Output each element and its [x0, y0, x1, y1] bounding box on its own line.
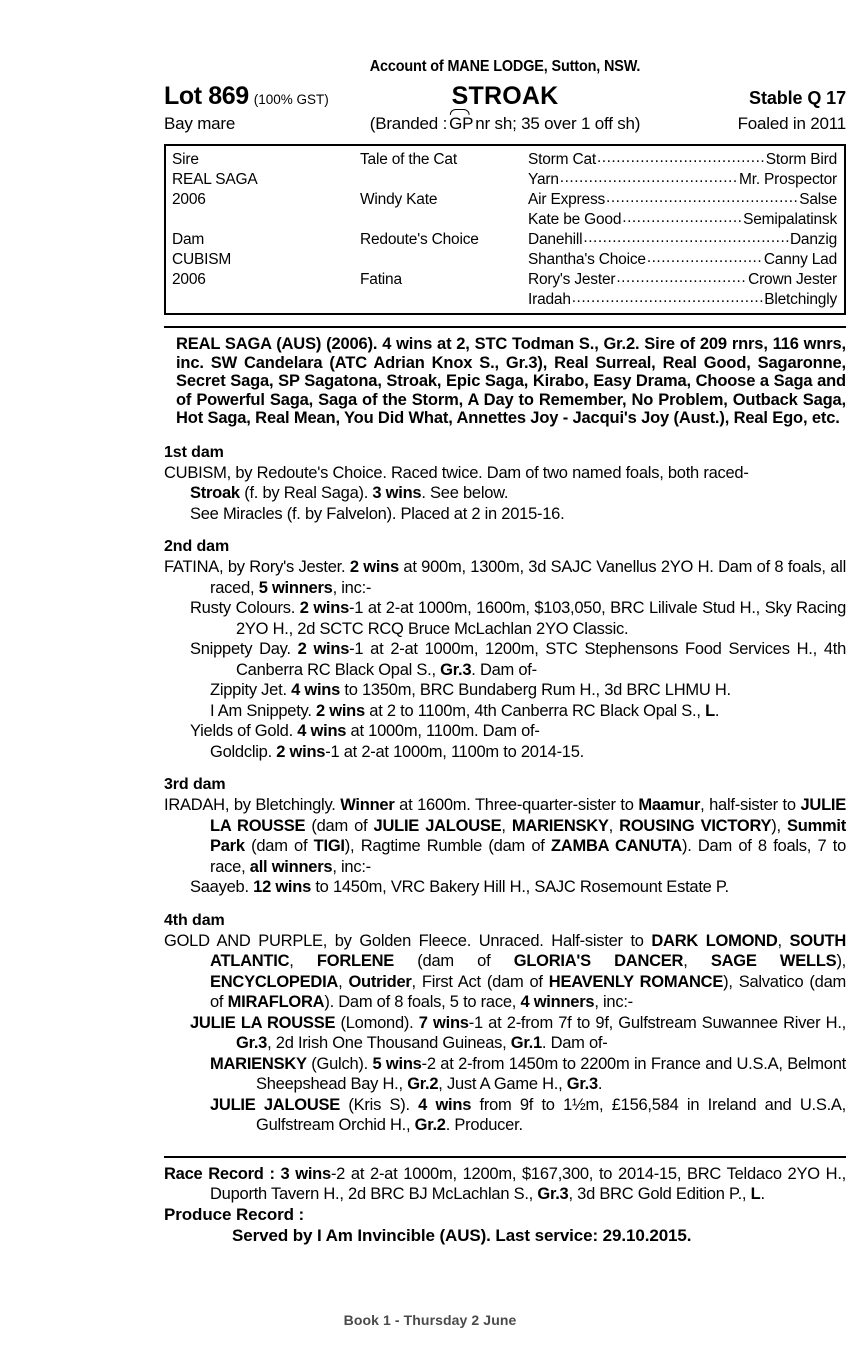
dam-heading: 2nd dam [164, 538, 230, 555]
gst-note: (100% GST) [253, 92, 329, 107]
pedigree-gen3-row [522, 290, 844, 310]
description-row [164, 114, 846, 134]
lot-left-group [164, 82, 329, 111]
pedigree-grid [166, 150, 844, 310]
stable-number: Stable Q 17 [749, 88, 846, 108]
sire-sire: Tale of the Cat [360, 151, 457, 168]
branded-description [370, 114, 641, 134]
pedigree-entry: JULIE JALOUSE (Kris S). 4 wins from 9f to 1½m, £156,584 in Ireland and U.S.A, Gulfstream Orchid H., Gr.2. Producer. [210, 1095, 847, 1134]
pedigree-gen3-row [522, 190, 844, 210]
dam-name [166, 250, 354, 270]
dot-leader [616, 270, 747, 288]
pedigree-gen3-row [522, 250, 844, 270]
pedigree-entry: Zippity Jet. 4 wins to 1350m, BRC Bundaberg Rum H., 3d BRC LHMU H. [210, 681, 731, 699]
dam-heading: 3rd dam [164, 776, 226, 793]
spacer-cell [354, 170, 522, 190]
pedigree-entry: Snippety Day. 2 wins-1 at 2-at 1000m, 1200m, STC Stephensons Food Services H., 4th Canberra RC Black Opal S., Gr.3. Dam of- [190, 640, 847, 679]
gen3-right: Crown Jester [748, 271, 837, 288]
sire-paragraph: REAL SAGA (AUS) (2006). 4 wins at 2, STC Todman S., Gr.2. Sire of 209 rnrs, 116 wnrs, inc. SW Candelara (ATC Adrian Knox S., Gr.3), Real Surreal, Real Good, Sagaronne, Secret Saga, SP Sagatona, Stroak, Epic Saga, Kirabo, Easy Drama, Choose a Saga and of Powerful Saga, Saga of the Storm, A Day to Remember, No Problem, Outback Saga, Hot Saga, Real Mean, You Did What, Annettes Joy - Jacqui's Joy (Aust.), Real Ego, etc. [176, 335, 846, 427]
gen3-left: Danehill [528, 231, 583, 248]
lot-number: Lot 869 [164, 82, 249, 110]
account-line: Account of MANE LODGE, Sutton, NSW. [369, 58, 641, 75]
spacer-cell [354, 250, 522, 270]
pedigree-entry: Stroak (f. by Real Saga). 3 wins. See below. [190, 484, 509, 502]
gen3-left: Iradah [528, 291, 571, 308]
pedigree-entry: FATINA, by Rory's Jester. 2 wins at 900m, 1300m, 3d SAJC Vanellus 2YO H. Dam of 8 foals, all raced, 5 winners, inc:- [164, 558, 846, 597]
foaled-year: Foaled in 2011 [737, 114, 846, 133]
dam-heading: 4th dam [164, 911, 225, 929]
colour-sex: Bay mare [164, 114, 236, 133]
brand-symbol-icon [449, 115, 473, 132]
pedigree-entry: Rusty Colours. 2 wins-1 at 2-at 1000m, 1600m, $103,050, BRC Lilivale Stud H., Sky Racing 2YO H., 2d SCTC RCQ Bruce McLachlan 2YO Classic. [190, 599, 846, 638]
dam-dam: Fatina [360, 271, 402, 288]
dot-leader [560, 170, 738, 188]
dot-leader [572, 290, 763, 308]
book-footer: Book 1 - Thursday 2 June [343, 1312, 517, 1328]
gen3-right: Canny Lad [763, 251, 837, 268]
dot-leader [622, 210, 742, 228]
brand-arc-icon [450, 109, 470, 115]
pedigree-gen3-row [522, 170, 844, 190]
sire-name-text: REAL SAGA [172, 171, 258, 188]
horse-name: STROAK [451, 82, 559, 110]
gen3-left: Rory's Jester [528, 271, 616, 288]
pedigree-entry: JULIE LA ROUSSE (Lomond). 7 wins-1 at 2-from 7f to 9f, Gulfstream Suwannee River H., Gr.3, 2d Irish One Thousand Guineas, Gr.1. Dam of- [190, 1013, 846, 1052]
sire-dam: Windy Kate [360, 191, 438, 208]
pedigree-gen3-row [522, 270, 844, 290]
pedigree-gen3-row [522, 230, 844, 250]
dot-leader [606, 190, 798, 208]
gen3-right: Storm Bird [765, 151, 837, 168]
gen3-left: Storm Cat [528, 151, 596, 168]
gen3-right: Mr. Prospector [739, 171, 837, 188]
pedigree-entry: Goldclip. 2 wins-1 at 2-at 1000m, 1100m to 2014-15. [210, 742, 584, 761]
dot-leader [583, 230, 789, 248]
served-by-line: Served by I Am Invincible (AUS). Last service: 29.10.2015. [232, 1225, 692, 1245]
pedigree-entry: Saayeb. 12 wins to 1450m, VRC Bakery Hill H., SAJC Rosemount Estate P. [190, 878, 729, 896]
pedigree-entry: I Am Snippety. 2 wins at 2 to 1100m, 4th Canberra RC Black Opal S., L. [210, 701, 720, 720]
pedigree-entry: GOLD AND PURPLE, by Golden Fleece. Unraced. Half-sister to DARK LOMOND, SOUTH ATLANTIC, FORLENE (dam of GLORIA'S DANCER, SAGE WELLS), ENCYCLOPEDIA, Outrider, First Act (dam of HEAVENLY ROMANCE), Salvatico (dam of MIRAFLORA). Dam of 8 foals, 5 to race, 4 winners, inc:- [164, 931, 847, 1011]
branded-prefix: (Branded : [369, 114, 448, 133]
dam-label: Dam [172, 231, 205, 248]
pedigree-entry: Yields of Gold. 4 wins at 1000m, 1100m. Dam of- [190, 722, 540, 740]
dam-sire: Redoute's Choice [360, 231, 479, 248]
dot-leader [647, 250, 763, 268]
page-content [164, 58, 846, 1246]
dot-leader [597, 150, 765, 168]
race-record: Race Record : 3 wins-2 at 2-at 1000m, 1200m, $167,300, to 2014-15, BRC Teldaco 2YO H., Duporth Tavern H., 2d BRC BJ McLachlan S., Gr.3, 3d BRC Gold Edition P., L. [164, 1164, 846, 1203]
spacer-cell [166, 290, 354, 310]
pedigree-entry: MARIENSKY (Gulch). 5 wins-2 at 2-from 1450m to 2200m in France and U.S.A, Belmont Sheepshead Bay H., Gr.2, Just A Game H., Gr.3. [210, 1054, 846, 1093]
pedigree-entry: IRADAH, by Bletchingly. Winner at 1600m. Three-quarter-sister to Maamur, half-sister to JULIE LA ROUSSE (dam of JULIE JALOUSE, MARIENSKY, ROUSING VICTORY), Summit Park (dam of TIGI), Ragtime Rumble (dam of ZAMBA CANUTA). Dam of 8 foals, 7 to race, all winners, inc:- [164, 796, 847, 876]
sire-name [166, 170, 354, 190]
dam-year: 2006 [172, 271, 206, 288]
sire-year: 2006 [172, 191, 206, 208]
pedigree-entry: CUBISM, by Redoute's Choice. Raced twice. Dam of two named foals, both raced- [164, 463, 749, 482]
pedigree-gen3-row [522, 210, 844, 230]
gen3-right: Danzig [789, 231, 837, 248]
gen3-left: Kate be Good [528, 211, 622, 228]
pedigree-gen3-row [522, 150, 844, 170]
brand-letters: GP [449, 114, 474, 133]
gen3-left: Shantha's Choice [528, 251, 646, 268]
gen3-left: Yarn [528, 171, 559, 188]
gen3-right: Salse [799, 191, 837, 208]
produce-record-label: Produce Record : [164, 1204, 305, 1224]
gen3-right: Semipalatinsk [743, 211, 837, 228]
gen3-left: Air Express [528, 191, 606, 208]
gen3-right: Bletchingly [764, 291, 837, 308]
records-block [164, 1156, 846, 1246]
lot-row [164, 82, 846, 112]
pedigree-table [164, 144, 846, 315]
dam-name-text: CUBISM [172, 251, 232, 268]
spacer-cell [166, 210, 354, 230]
pedigree-entry: See Miracles (f. by Falvelon). Placed at 2 in 2015-16. [190, 504, 565, 523]
spacer-cell [354, 290, 522, 310]
dam-heading: 1st dam [164, 443, 224, 461]
sire-label: Sire [172, 151, 199, 168]
branded-suffix: nr sh; 35 over 1 off sh) [475, 114, 641, 133]
spacer-cell [354, 210, 522, 230]
dam-sections [164, 444, 846, 1136]
